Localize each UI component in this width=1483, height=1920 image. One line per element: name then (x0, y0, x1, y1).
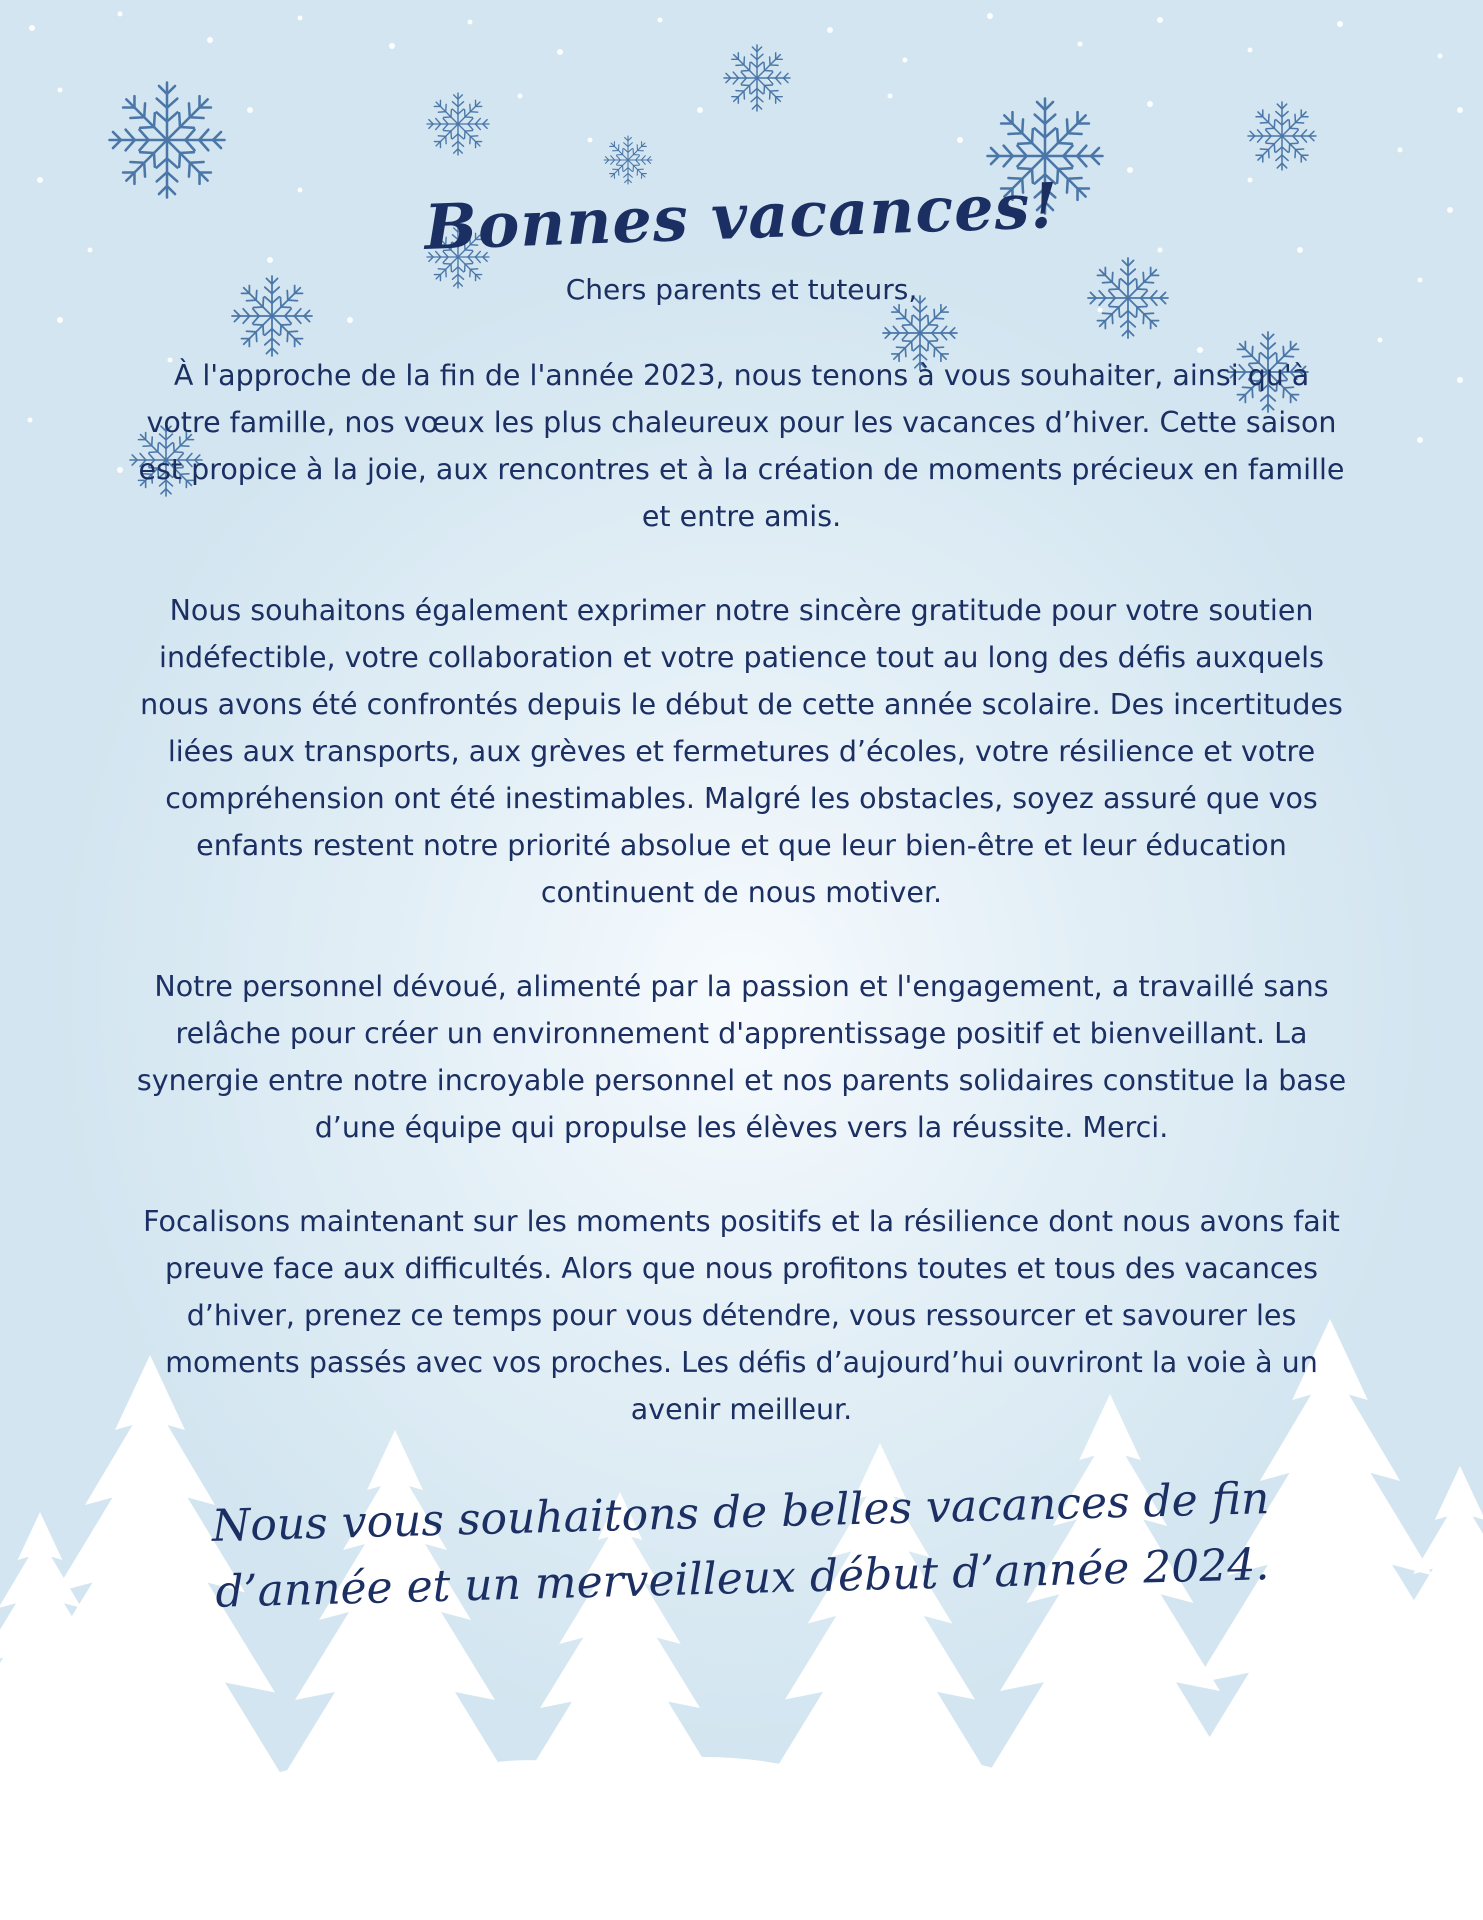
snowflake-icon (724, 45, 790, 111)
page-title: Bonnes vacances! (423, 168, 1060, 265)
salutation: Chers parents et tuteurs, (565, 273, 918, 306)
closing-wish: Nous vous souhaitons de belles vacances de fin d’année et un merveilleux début d’année 2024. (211, 1473, 1271, 1618)
paragraph-gratitude: Nous souhaitons également exprimer notre sincère gratitude pour votre soutien indéfectible, votre collaboration et votre patience tout au long des défis auxquels nous avons été confrontés depuis le début de cette année scolaire. Des incertitudes liées aux transports, aux grèves et fermetures d’écoles, votre résilience et votre compréhension ont été inestimables. Malgré les obstacles, soyez assuré que vos enfants restent notre priorité absolue et que leur bien-être et leur éducation continuent de nous motiver. (140, 594, 1343, 909)
paragraph-intro: À l'approche de la fin de l'année 2023, nous tenons à vous souhaiter, ainsi qu'à votre famille, nos vœux les plus chaleureux pour les vacances d’hiver. Cette saison est propice à la joie, aux rencontres et à la création de moments précieux en famille et entre amis. (138, 359, 1345, 533)
paragraph-focus: Focalisons maintenant sur les moments positifs et la résilience dont nous avons fait preuve face aux difficultés. Alors que nous profitons toutes et tous des vacances d’hiver, prenez ce temps pour vous détendre, vous ressourcer et savourer les moments passés avec vos proches. Les défis d’aujourd’hui ouvriront la voie à un avenir meilleur. (143, 1205, 1340, 1426)
paragraph-staff: Notre personnel dévoué, alimenté par la passion et l'engagement, a travaillé sans relâche pour créer un environnement d'apprentissage positif et bienveillant. La synergie entre notre incroyable personnel et nos parents solidaires constitue la base d’une équipe qui propulse les élèves vers la réussite. Merci. (136, 970, 1347, 1144)
letter-content (135, 150, 1348, 1618)
snowflake-icon (427, 93, 489, 155)
